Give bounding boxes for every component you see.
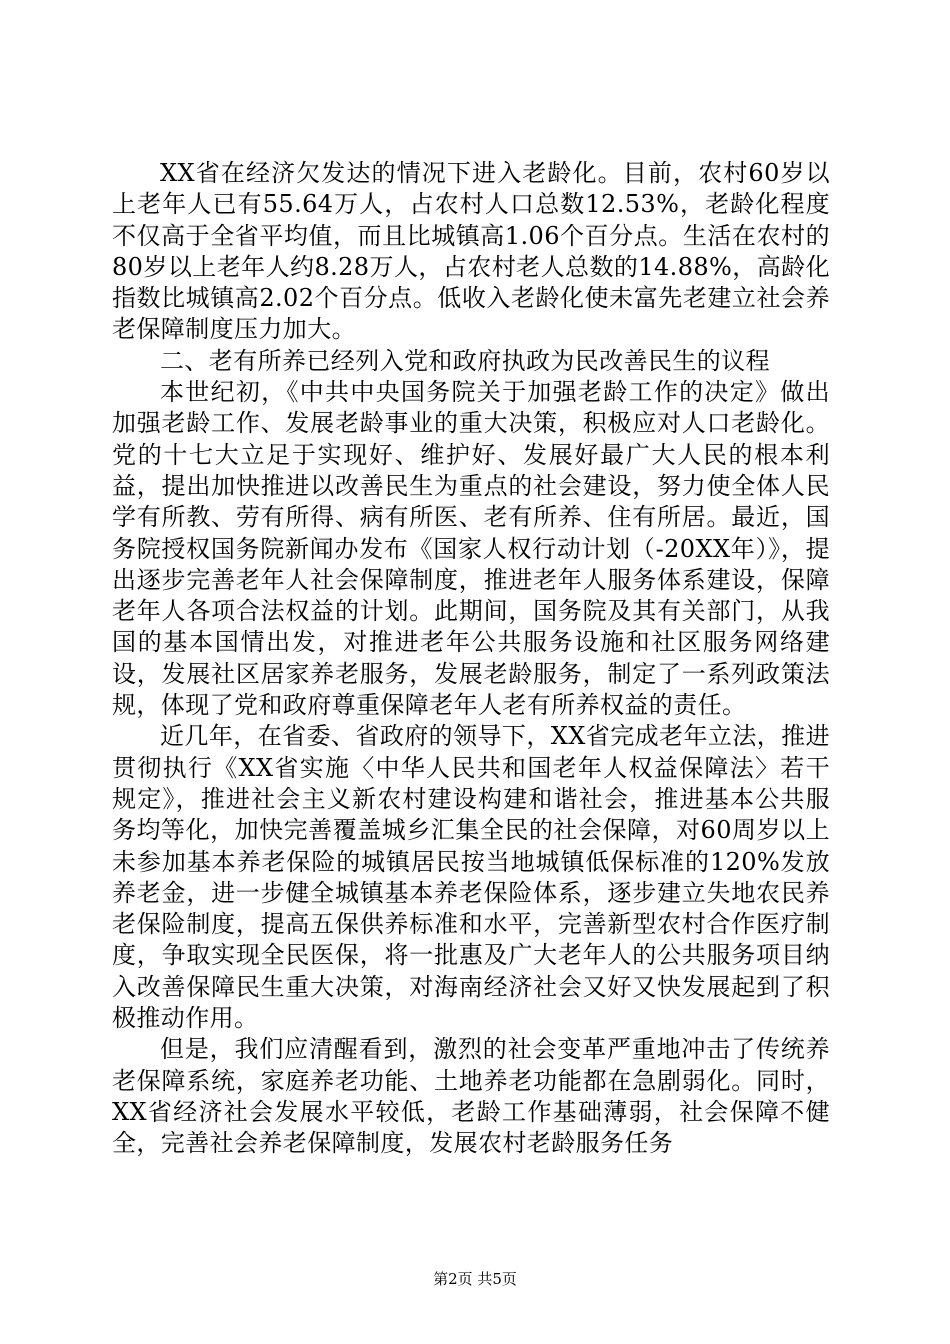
document-body	[112, 158, 830, 1160]
paragraph-national-policy: 本世纪初，《中共中央国务院关于加强老龄工作的决定》做出加强老龄工作、发展老龄事业的重大决策，积极应对人口老龄化。党的十七大立足于实现好、维护好、发展好最广大人民的根本利益，提出加快推进以改善民生为重点的社会建设，努力使全体人民学有所教、劳有所得、病有所医、老有所养、住有所居。最近，国务院授权国务院新闻办发布《国家人权行动计划（-20XX年）》，提出逐步完善老年人社会保障制度，推进老年人服务体系建设，保障老年人各项合法权益的计划。此期间，国务院及其有关部门，从我国的基本国情出发，对推进老年公共服务设施和社区服务网络建设，发展社区居家养老服务，发展老龄服务，制定了一系列政策法规，体现了党和政府尊重保障老年人老有所养权益的责任。	[112, 378, 830, 720]
section-heading: 二、老有所养已经列入党和政府执政为民改善民生的议程	[160, 346, 770, 375]
paragraph-rural-aging: XX省在经济欠发达的情况下进入老龄化。目前，农村60岁以上老年人已有55.64万人，占农村人口总数12.53%，老龄化程度不仅高于全省平均值，而且比城镇高1.06个百分点。生活在农村的80岁以上老年人约8.28万人，占农村老人总数的14.88%，高龄化指数比城镇高2.02个百分点。低收入老龄化使未富先老建立社会养老保障制度压力加大。	[112, 159, 830, 344]
paragraph-challenges: 但是，我们应清醒看到，激烈的社会变革严重地冲击了传统养老保障系统，家庭养老功能、土地养老功能都在急剧弱化。同时，XX省经济社会发展水平较低，老龄工作基础薄弱，社会保障不健全，完善社会养老保障制度，发展农村老龄服务任务	[112, 1035, 830, 1158]
paragraph-provincial-measures: 近几年，在省委、省政府的领导下，XX省完成老年立法，推进贯彻执行《XX省实施〈中华人民共和国老年人权益保障法〉若干规定》，推进社会主义新农村建设构建和谐社会，推进基本公共服务均等化，加快完善覆盖城乡汇集全民的社会保障，对60周岁以上未参加基本养老保险的城镇居民按当地城镇低保标准的120%发放养老金，进一步健全城镇基本养老保险体系，逐步建立失地农民养老保险制度，提高五保供养标准和水平，完善新型农村合作医疗制度，争取实现全民医保，将一批惠及广大老年人的公共服务项目纳入改善保障民生重大决策，对海南经济社会又好又快发展起到了积极推动作用。	[112, 722, 830, 1033]
page-footer: 第2页 共5页	[433, 1270, 517, 1288]
